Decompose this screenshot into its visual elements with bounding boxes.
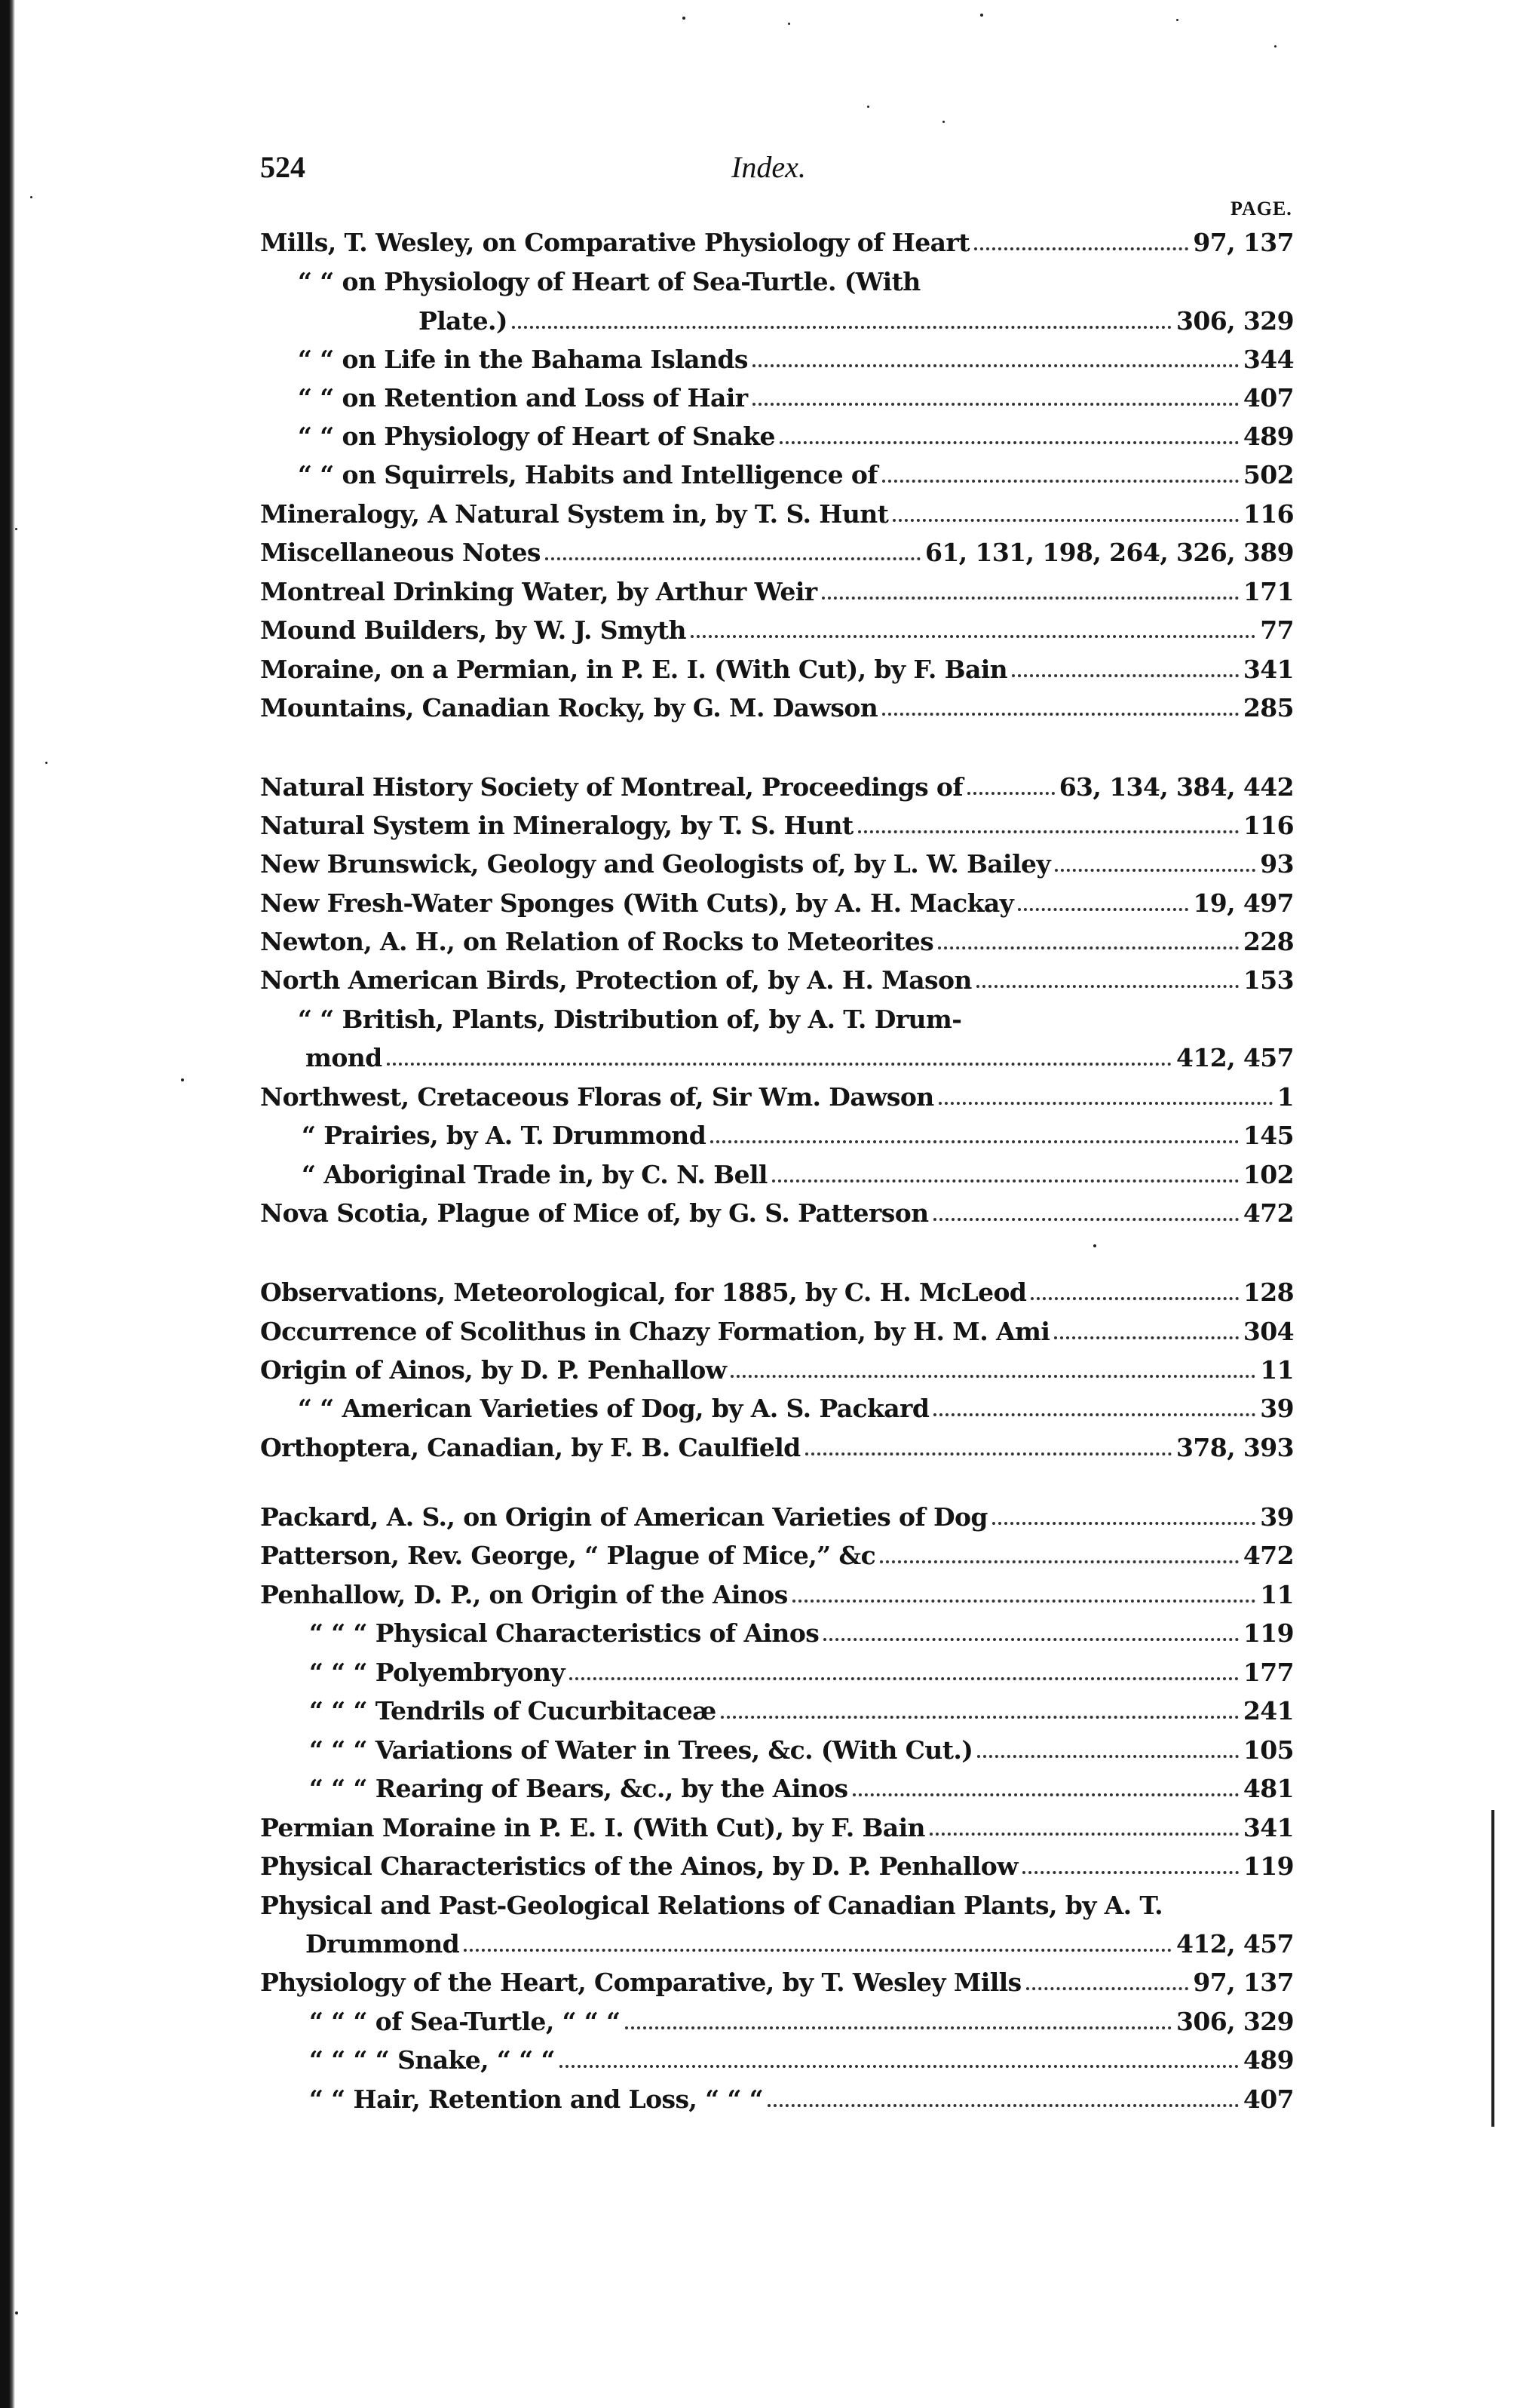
entry-text: Occurrence of Scolithus in Chazy Formation, by H. M. Ami — [260, 1317, 1050, 1346]
index-entry — [305, 1041, 1294, 1075]
index-entry — [302, 1119, 1294, 1152]
index-entry — [260, 1276, 1294, 1309]
entry-pages: 228 — [1243, 927, 1294, 956]
entry-pages: 1 — [1276, 1082, 1294, 1112]
leader-dots — [792, 1600, 1256, 1603]
leader-dots — [387, 1063, 1172, 1066]
index-entry — [260, 1850, 1294, 1883]
entry-pages: 77 — [1260, 615, 1294, 645]
leader-dots — [752, 403, 1239, 406]
scan-speck — [980, 14, 983, 17]
entry-text: Montreal Drinking Water, by Arthur Weir — [260, 577, 817, 606]
index-entry — [260, 498, 1294, 531]
leader-dots — [933, 1413, 1255, 1416]
leader-dots — [1031, 1297, 1239, 1300]
index-entry — [298, 382, 1294, 415]
index-entry — [260, 887, 1294, 920]
leader-dots — [1022, 1871, 1239, 1874]
leader-dots — [545, 557, 921, 560]
entry-pages: 105 — [1243, 1735, 1294, 1765]
leader-dots — [882, 713, 1239, 716]
leader-dots — [559, 2065, 1239, 2068]
index-entry — [260, 1431, 1294, 1465]
leader-dots — [772, 1179, 1239, 1183]
book-spine-shadow — [0, 0, 15, 2408]
entry-pages: 119 — [1243, 1618, 1294, 1648]
leader-dots — [569, 1677, 1239, 1680]
entry-text: “ “ Hair, Retention and Loss, “ “ “ — [309, 2084, 764, 2114]
index-entry — [298, 459, 1294, 492]
leader-dots — [691, 635, 1255, 638]
entry-text: Mountains, Canadian Rocky, by G. M. Dawson — [260, 693, 878, 722]
entry-text: “ “ “ Rearing of Bears, &c., by the Ainos — [309, 1774, 848, 1803]
index-entry — [305, 1928, 1294, 1961]
entry-pages: 97, 137 — [1193, 1968, 1294, 1997]
entry-pages: 378, 393 — [1176, 1433, 1294, 1462]
index-entry — [309, 2044, 1294, 2077]
index-entry — [260, 1354, 1294, 1387]
index-entry — [260, 692, 1294, 725]
leader-dots — [880, 1560, 1239, 1563]
entry-text: Newton, A. H., on Relation of Rocks to Meteorites — [260, 927, 934, 956]
index-entry — [260, 1197, 1294, 1230]
index-entry — [298, 343, 1294, 376]
entry-pages: 63, 134, 384, 442 — [1059, 772, 1294, 802]
entry-text: Mound Builders, by W. J. Smyth — [260, 615, 686, 645]
entry-pages: 39 — [1260, 1502, 1294, 1532]
index-entry — [260, 964, 1294, 997]
entry-pages: 153 — [1243, 965, 1294, 995]
leader-dots — [1055, 869, 1255, 872]
entry-pages: 304 — [1243, 1317, 1294, 1346]
index-entry — [260, 1889, 1294, 1922]
leader-dots — [1012, 674, 1239, 677]
scan-speck — [1093, 1244, 1096, 1247]
entry-pages: 407 — [1243, 2084, 1294, 2114]
entry-pages: 116 — [1243, 811, 1294, 840]
entry-pages: 407 — [1243, 383, 1294, 413]
entry-pages: 344 — [1243, 345, 1294, 374]
index-entry — [298, 1392, 1294, 1425]
entry-pages: 39 — [1260, 1394, 1294, 1423]
entry-pages: 412, 457 — [1176, 1929, 1294, 1959]
entry-text: New Fresh-Water Sponges (With Cuts), by A. H. Mackay — [260, 888, 1014, 918]
index-entry — [260, 536, 1294, 569]
entry-pages: 472 — [1243, 1541, 1294, 1570]
scan-speck — [1176, 19, 1178, 21]
index-entry — [260, 1966, 1294, 1999]
entry-text: Miscellaneous Notes — [260, 538, 541, 567]
entry-text: Moraine, on a Permian, in P. E. I. (With Cut), by F. Bain — [260, 655, 1008, 684]
leader-dots — [823, 1638, 1239, 1641]
index-entry — [418, 305, 1294, 338]
entry-pages: 306, 329 — [1176, 306, 1294, 336]
entry-pages: 472 — [1243, 1198, 1294, 1228]
entry-text: “ “ on Squirrels, Habits and Intelligence of — [298, 460, 878, 489]
index-entry — [260, 1501, 1294, 1534]
entry-pages: 61, 131, 198, 264, 326, 389 — [924, 538, 1294, 567]
scan-speck — [942, 121, 945, 123]
entry-pages: 97, 137 — [1193, 228, 1294, 257]
index-entry — [309, 2005, 1294, 2038]
entry-text: “ “ on Retention and Loss of Hair — [298, 383, 748, 413]
leader-dots — [882, 480, 1239, 483]
entry-text: “ “ “ Physical Characteristics of Ainos — [309, 1618, 820, 1648]
index-entry — [298, 1003, 1294, 1036]
entry-text: “ “ British, Plants, Distribution of, by A. T. Drum- — [298, 1005, 962, 1034]
leader-dots — [992, 1522, 1255, 1525]
leader-dots — [1054, 1336, 1239, 1339]
entry-text: Patterson, Rev. George, “ Plague of Mice,” &c — [260, 1541, 876, 1570]
entry-pages: 116 — [1243, 499, 1294, 529]
entry-text: Origin of Ainos, by D. P. Penhallow — [260, 1355, 727, 1385]
index-entry — [298, 265, 1294, 299]
scan-speck — [30, 196, 32, 198]
scan-speck — [45, 762, 48, 764]
entry-text: Packard, A. S., on Origin of American Varieties of Dog — [260, 1502, 988, 1532]
leader-dots — [974, 247, 1189, 250]
entry-text: mond — [305, 1043, 382, 1072]
entry-text: Northwest, Cretaceous Floras of, Sir Wm. Dawson — [260, 1082, 934, 1112]
index-entry — [260, 809, 1294, 842]
entry-pages: 489 — [1243, 2045, 1294, 2075]
leader-dots — [1026, 1987, 1189, 1990]
index-entry — [260, 653, 1294, 686]
index-entry — [260, 1315, 1294, 1348]
entry-pages: 11 — [1260, 1355, 1294, 1385]
entry-pages: 102 — [1243, 1160, 1294, 1189]
index-entry — [260, 575, 1294, 609]
leader-dots — [512, 326, 1172, 329]
index-entry — [260, 925, 1294, 959]
entry-pages: 341 — [1243, 1813, 1294, 1842]
entry-pages: 19, 497 — [1193, 888, 1294, 918]
index-entry — [309, 1617, 1294, 1650]
entry-text: Natural History Society of Montreal, Proceedings of — [260, 772, 963, 802]
entry-text: New Brunswick, Geology and Geologists of, by L. W. Bailey — [260, 849, 1051, 879]
index-entry — [298, 420, 1294, 453]
scan-speck — [15, 528, 17, 530]
index-entry — [260, 226, 1294, 259]
entry-text: Physical Characteristics of the Ainos, by D. P. Penhallow — [260, 1851, 1018, 1881]
right-edge-mark — [1491, 1810, 1494, 2127]
entry-pages: 93 — [1260, 849, 1294, 879]
leader-dots — [976, 985, 1239, 988]
entry-text: Observations, Meteorological, for 1885, by C. H. McLeod — [260, 1278, 1027, 1307]
entry-text: Plate.) — [418, 306, 507, 336]
entry-text: “ “ on Physiology of Heart of Sea-Turtle. (With — [298, 267, 921, 296]
entry-text: Orthoptera, Canadian, by F. B. Caulfield — [260, 1433, 801, 1462]
leader-dots — [822, 597, 1239, 600]
entry-pages: 171 — [1243, 577, 1294, 606]
entry-text: Drummond — [305, 1929, 460, 1959]
scan-speck — [682, 17, 685, 20]
index-entry — [260, 771, 1294, 804]
leader-dots — [930, 1833, 1239, 1836]
leader-dots — [464, 1949, 1172, 1952]
leader-dots — [939, 1102, 1273, 1105]
index-entry — [260, 1578, 1294, 1612]
entry-text: “ “ “ Tendrils of Cucurbitaceæ — [309, 1696, 716, 1725]
entry-text: “ “ “ Variations of Water in Trees, &c. (With Cut.) — [309, 1735, 973, 1765]
entry-text: Nova Scotia, Plague of Mice of, by G. S. Patterson — [260, 1198, 929, 1228]
index-entry — [309, 1734, 1294, 1767]
entry-text: Penhallow, D. P., on Origin of the Ainos — [260, 1580, 788, 1609]
index-entry — [260, 1539, 1294, 1572]
leader-dots — [1018, 908, 1188, 911]
index-entry — [302, 1158, 1294, 1192]
leader-dots — [805, 1452, 1172, 1456]
leader-dots — [933, 1218, 1239, 1221]
entry-pages: 341 — [1243, 655, 1294, 684]
entry-pages: 241 — [1243, 1696, 1294, 1725]
index-entry — [309, 1772, 1294, 1805]
scan-speck — [788, 23, 790, 25]
entry-text: Physiology of the Heart, Comparative, by T. Wesley Mills — [260, 1968, 1022, 1997]
entry-text: Physical and Past-Geological Relations of Canadian Plants, by A. T. — [260, 1891, 1163, 1920]
scan-speck — [181, 1078, 184, 1081]
entry-text: “ “ on Life in the Bahama Islands — [298, 345, 748, 374]
page-column-label: PAGE. — [1231, 198, 1292, 219]
scan-speck — [867, 106, 869, 108]
leader-dots — [752, 364, 1239, 367]
entry-pages: 128 — [1243, 1278, 1294, 1307]
leader-dots — [780, 441, 1239, 444]
leader-dots — [853, 1793, 1239, 1796]
entry-text: “ Aboriginal Trade in, by C. N. Bell — [302, 1160, 768, 1189]
entry-text: Natural System in Mineralogy, by T. S. Hunt — [260, 811, 854, 840]
entry-pages: 489 — [1243, 422, 1294, 451]
entry-pages: 412, 457 — [1176, 1043, 1294, 1072]
entry-text: “ “ “ “ Snake, “ “ “ — [309, 2045, 555, 2075]
scan-speck — [15, 2311, 18, 2314]
entry-pages: 306, 329 — [1176, 2007, 1294, 2036]
entry-pages: 481 — [1243, 1774, 1294, 1803]
entry-pages: 177 — [1243, 1658, 1294, 1687]
leader-dots — [721, 1716, 1239, 1719]
entry-text: “ “ “ Polyembryony — [309, 1658, 565, 1687]
index-entry — [260, 1811, 1294, 1845]
leader-dots — [710, 1140, 1239, 1143]
entry-text: “ “ American Varieties of Dog, by A. S. Packard — [298, 1394, 930, 1423]
scan-speck — [1274, 45, 1276, 48]
entry-text: Mineralogy, A Natural System in, by T. S. Hunt — [260, 499, 889, 529]
index-entry — [309, 2083, 1294, 2116]
entry-pages: 119 — [1243, 1851, 1294, 1881]
entry-pages: 502 — [1243, 460, 1294, 489]
entry-text: “ Prairies, by A. T. Drummond — [302, 1121, 706, 1150]
leader-dots — [938, 946, 1239, 949]
index-entry — [309, 1656, 1294, 1689]
page-number: 524 — [260, 150, 305, 184]
entry-pages: 11 — [1260, 1580, 1294, 1609]
entry-text: Permian Moraine in P. E. I. (With Cut), by F. Bain — [260, 1813, 925, 1842]
entry-text: Mills, T. Wesley, on Comparative Physiology of Heart — [260, 228, 970, 257]
leader-dots — [977, 1755, 1239, 1758]
entry-pages: 145 — [1243, 1121, 1294, 1150]
leader-dots — [967, 792, 1055, 795]
leader-dots — [731, 1375, 1255, 1378]
leader-dots — [625, 2026, 1172, 2029]
running-head — [260, 149, 1293, 195]
index-entry — [260, 614, 1294, 647]
index-entry — [309, 1695, 1294, 1728]
entry-pages: 285 — [1243, 693, 1294, 722]
entry-text: “ “ “ of Sea-Turtle, “ “ “ — [309, 2007, 621, 2036]
page-title: Index. — [731, 150, 806, 184]
leader-dots — [893, 519, 1239, 522]
entry-text: “ “ on Physiology of Heart of Snake — [298, 422, 775, 451]
leader-dots — [858, 830, 1239, 833]
index-entry — [260, 848, 1294, 881]
leader-dots — [768, 2104, 1239, 2107]
entry-text: North American Birds, Protection of, by A. H. Mason — [260, 965, 972, 995]
index-entry — [260, 1081, 1294, 1114]
